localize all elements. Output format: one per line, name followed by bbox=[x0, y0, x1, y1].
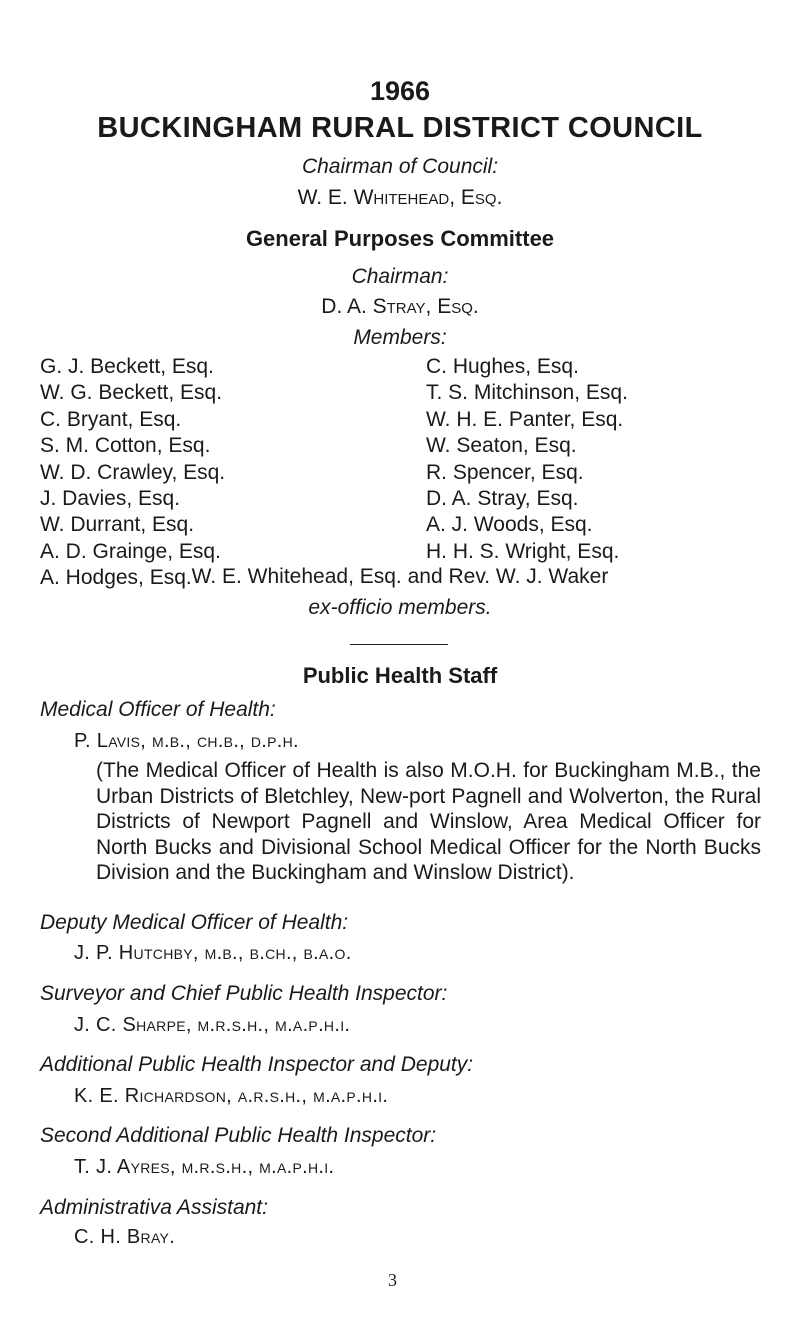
member-name: D. A. Stray, Esq. bbox=[426, 487, 579, 511]
ex-officio-label: ex-officio members. bbox=[308, 596, 492, 619]
member-name: W. H. E. Panter, Esq. bbox=[426, 407, 624, 431]
members-right-column bbox=[426, 354, 628, 565]
member-name: R. Spencer, Esq. bbox=[426, 460, 584, 484]
page-number: 3 bbox=[388, 1270, 397, 1290]
member-name: A. J. Woods, Esq. bbox=[426, 513, 593, 537]
second-inspector-label: Second Additional Public Health Inspector: bbox=[40, 1124, 437, 1147]
committee-title: General Purposes Committee bbox=[245, 226, 555, 251]
member-name: H. H. S. Wright, Esq. bbox=[426, 539, 620, 563]
additional-inspector-label: Additional Public Health Inspector and Deputy: bbox=[40, 1053, 474, 1076]
member-name: T. S. Mitchinson, Esq. bbox=[426, 381, 628, 405]
year-heading: 1966 bbox=[369, 76, 431, 106]
deputy-name: J. P. Hutchby, m.b., b.ch., b.a.o. bbox=[74, 942, 352, 964]
council-chairman-name: W. E. Whitehead, Esq. bbox=[297, 186, 503, 209]
ex-officio-names: W. E. Whitehead, Esq. and Rev. W. J. Waker bbox=[191, 565, 609, 588]
admin-assistant-label: Administrativa Assistant: bbox=[40, 1196, 268, 1219]
admin-assistant-name: C. H. Bray. bbox=[74, 1226, 176, 1248]
council-title: BUCKINGHAM RURAL DISTRICT COUNCIL bbox=[97, 112, 703, 144]
moh-name: P. Lavis, m.b., ch.b., d.p.h. bbox=[74, 730, 299, 752]
committee-chairman-name: D. A. Stray, Esq. bbox=[321, 295, 479, 318]
member-name: W. G. Beckett, Esq. bbox=[40, 381, 223, 405]
additional-inspector-name: K. E. Richardson, a.r.s.h., m.a.p.h.i. bbox=[74, 1085, 389, 1107]
moh-label: Medical Officer of Health: bbox=[40, 698, 276, 721]
surveyor-name: J. C. Sharpe, m.r.s.h., m.a.p.h.i. bbox=[74, 1014, 351, 1036]
staff-title: Public Health Staff bbox=[302, 663, 498, 688]
member-name: A. Hodges, Esq. bbox=[40, 566, 192, 590]
member-name: C. Hughes, Esq. bbox=[426, 355, 579, 378]
committee-chairman-label: Chairman: bbox=[351, 265, 449, 288]
council-chairman-label: Chairman of Council: bbox=[301, 155, 499, 178]
members-left-column bbox=[40, 354, 225, 592]
surveyor-label: Surveyor and Chief Public Health Inspector: bbox=[40, 982, 448, 1005]
member-name: W. D. Crawley, Esq. bbox=[40, 460, 226, 484]
member-name: J. Davies, Esq. bbox=[40, 487, 181, 511]
members-label: Members: bbox=[353, 326, 447, 349]
section-divider bbox=[350, 644, 448, 645]
member-name: C. Bryant, Esq. bbox=[40, 407, 182, 431]
moh-note: (The Medical Officer of Health is also M.O.H. for Buckingham M.B., the Urban Districts of Bletchley, New-port Pagnell and Wolverton, the Rural Districts of Newport Pagnell and Winslow, Area Medical Officer for North Bucks and Divisional School Medical Officer for the North Bucks Division and the Buckingham and Winslow District). bbox=[96, 759, 761, 885]
member-name: W. Durrant, Esq. bbox=[40, 513, 195, 537]
member-name: S. M. Cotton, Esq. bbox=[40, 434, 211, 458]
member-name: W. Seaton, Esq. bbox=[426, 434, 577, 458]
member-name: G. J. Beckett, Esq. bbox=[40, 355, 214, 378]
second-inspector-name: T. J. Ayres, m.r.s.h., m.a.p.h.i. bbox=[74, 1156, 335, 1178]
member-name: A. D. Grainge, Esq. bbox=[40, 539, 221, 563]
deputy-label: Deputy Medical Officer of Health: bbox=[40, 911, 349, 934]
